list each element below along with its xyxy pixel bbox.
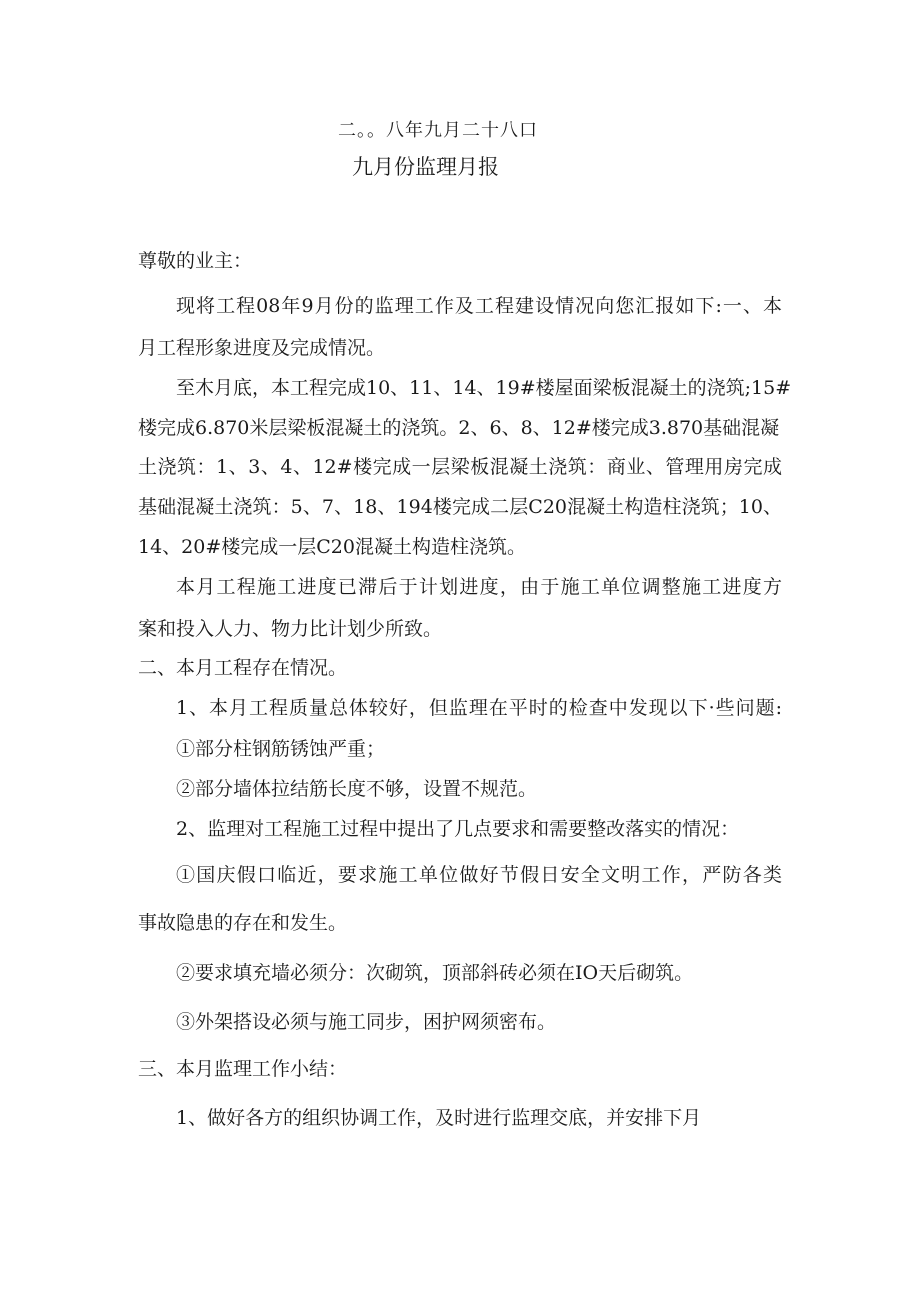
report-title: 九月份监理月报	[352, 155, 499, 179]
paragraph-line: 1、做好各方的组织协调工作，及时进行监理交底，并安排下月	[176, 1107, 702, 1129]
list-item: ②部分墙体拉结筋长度不够，设置不规范。	[176, 778, 538, 800]
paragraph-line: 本月工程施工进度已滞后于计划进度，由于施工单位调整施工进度方	[176, 576, 782, 598]
paragraph-line: 1、本月工程质量总体较好，但监理在平时的检查中发现以下·些问题:	[176, 697, 782, 719]
salutation: 尊敬的业主：	[138, 250, 253, 272]
paragraph-line: 2、监理对工程施工过程中提出了几点要求和需要整改落实的情况：	[176, 818, 740, 840]
report-date: 二。。八年九月二十八口	[338, 120, 538, 141]
paragraph-line: 土浇筑：1、3、4、12#楼完成一层梁板混凝土浇筑：商业、管理用房完成	[138, 456, 782, 478]
list-item: ②要求填充墙必须分：次砌筑，顶部斜砖必须在IO天后砌筑。	[176, 962, 694, 984]
section-heading: 三、本月监理工作小结：	[138, 1058, 348, 1080]
paragraph-line: 月工程形象进度及完成情况。	[138, 337, 386, 359]
paragraph-line: 楼完成6.870米层梁板混凝土的浇筑。2、6、8、12#楼完成3.870基础混凝	[138, 417, 780, 439]
paragraph-line: 案和投入人力、物力比计划少所致。	[138, 618, 443, 640]
paragraph-line: 至木月底，本工程完成10、11、14、19#楼屋面梁板混凝土的浇筑;15#	[176, 377, 792, 399]
paragraph-line: 基础混凝土浇筑：5、7、18、194楼完成二层C20混凝土构造柱浇筑；10、	[138, 496, 782, 518]
list-item: ①部分柱钢筋锈蚀严重；	[176, 738, 386, 760]
section-heading: 二、本月工程存在情况。	[138, 657, 348, 679]
list-item: ③外架搭设必须与施工同步，困护网须密布。	[176, 1011, 557, 1033]
paragraph-line: 事故隐患的存在和发生。	[138, 912, 348, 934]
paragraph-line: 14、20#楼完成一层C20混凝土构造柱浇筑。	[138, 536, 526, 558]
list-item: ①国庆假口临近，要求施工单位做好节假日安全文明工作，严防各类	[176, 864, 782, 886]
paragraph-line: 现将工程08年9月份的监理工作及工程建设情况向您汇报如下:一、本	[176, 295, 782, 317]
